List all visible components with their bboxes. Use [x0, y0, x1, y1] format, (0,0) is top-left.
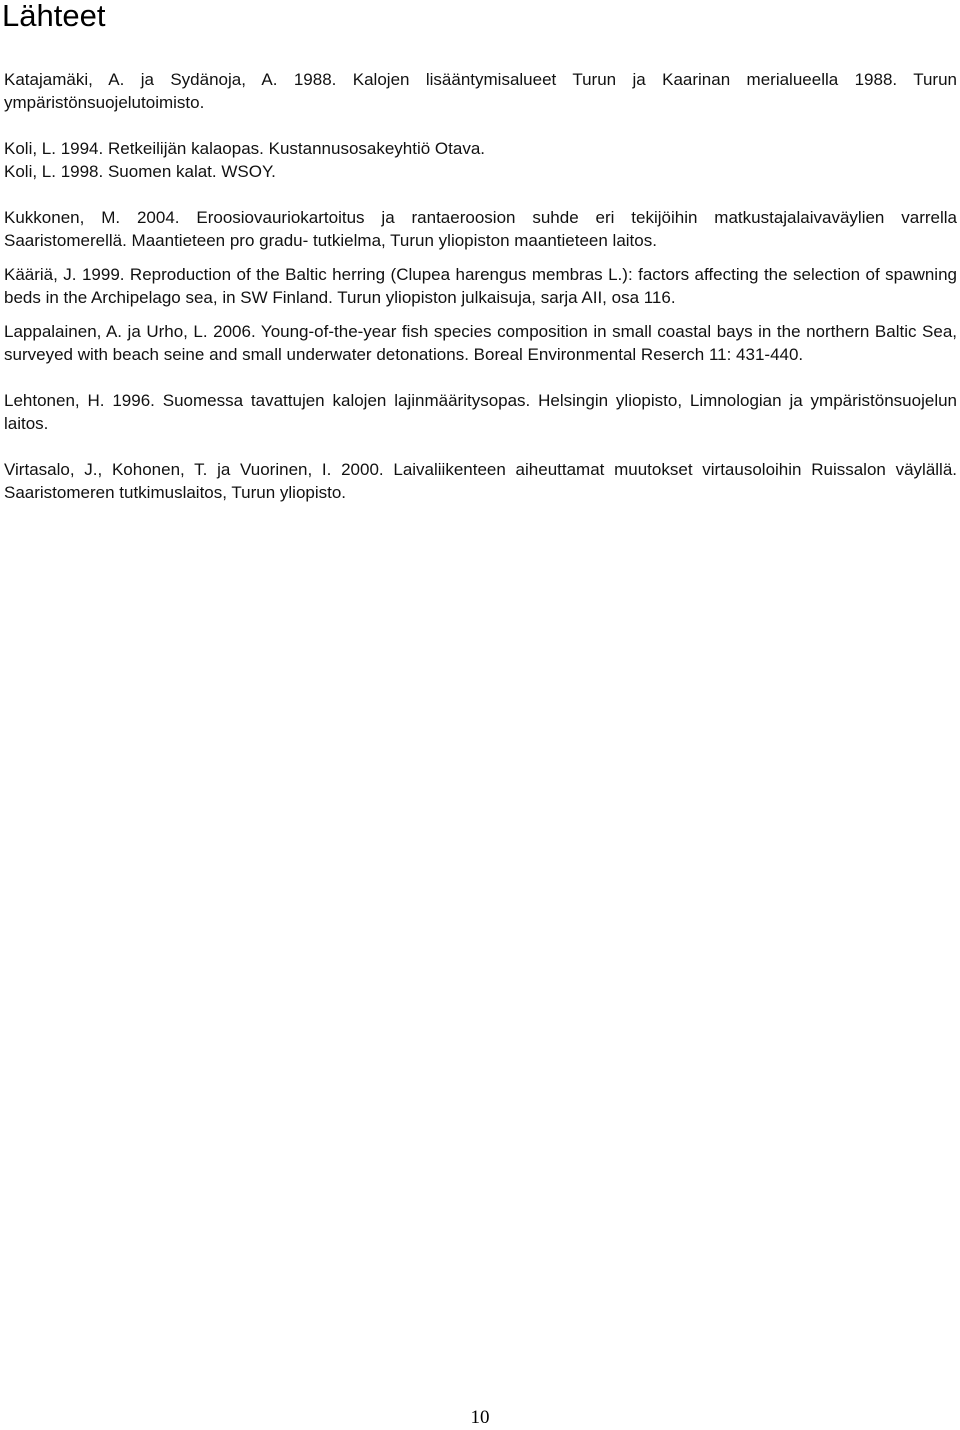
- reference-lehtonen-1996: Lehtonen, H. 1996. Suomessa tavattujen kalojen lajinmääritysopas. Helsingin yliopisto, Limnologian ja ympäristönsuojelun laitos.: [4, 391, 957, 433]
- reference-list: [4, 68, 957, 504]
- reference-virtasalo-2000: Virtasalo, J., Kohonen, T. ja Vuorinen, I. 2000. Laivaliikenteen aiheuttamat muutokset virtausoloihin Ruissalon väylällä. Saaristomeren tutkimuslaitos, Turun yliopisto.: [4, 460, 957, 502]
- reference-koli-1998: Koli, L. 1998. Suomen kalat. WSOY.: [4, 162, 276, 181]
- reference-kukkonen-2004: Kukkonen, M. 2004. Eroosiovauriokartoitus ja rantaeroosion suhde eri tekijöihin matkustajalaivaväylien varrella Saaristomerellä. Maantieteen pro gradu- tutkielma, Turun yliopiston maantieteen laitos.: [4, 208, 957, 250]
- reference-kaaria-1999: Kääriä, J. 1999. Reproduction of the Baltic herring (Clupea harengus membras L.): factors affecting the selection of spawning beds in the Archipelago sea, in SW Finland. Turun yliopiston julkaisuja, sarja AII, osa 116.: [4, 265, 957, 307]
- reference-katajamaki-1988: Katajamäki, A. ja Sydänoja, A. 1988. Kalojen lisääntymisalueet Turun ja Kaarinan merialueella 1988. Turun ympäristönsuojelutoimisto.: [4, 70, 957, 112]
- reference-lappalainen-2006: Lappalainen, A. ja Urho, L. 2006. Young-of-the-year fish species composition in small coastal bays in the northern Baltic Sea, surveyed with beach seine and small underwater detonations. Boreal Environmental Reserch 11: 431-440.: [4, 322, 957, 364]
- reference-koli-1994: Koli, L. 1994. Retkeilijän kalaopas. Kustannusosakeyhtiö Otava.: [4, 139, 486, 158]
- page-number: 10: [470, 1407, 490, 1428]
- page-title: Lähteet: [2, 0, 106, 33]
